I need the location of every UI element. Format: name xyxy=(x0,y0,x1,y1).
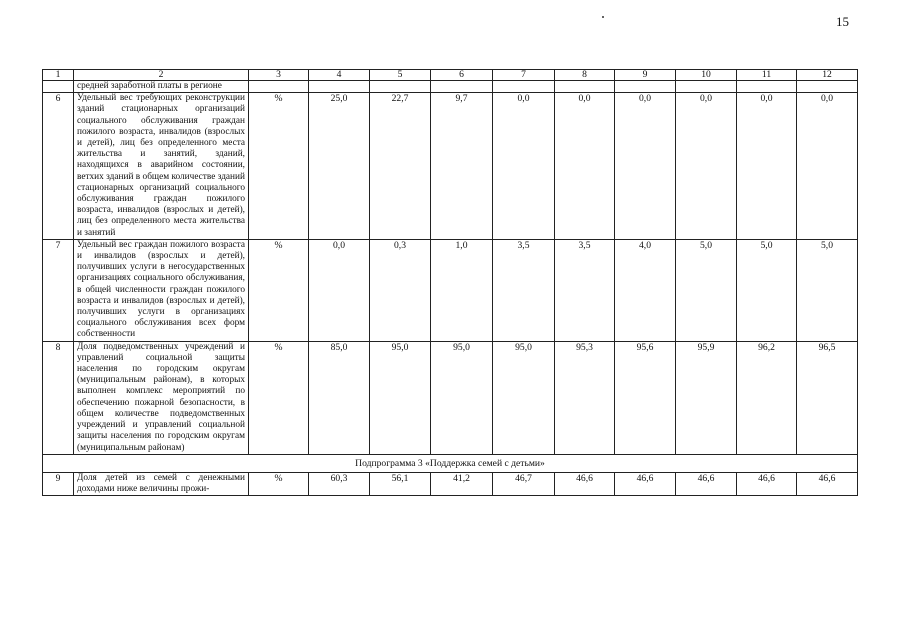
value-cell: 0,0 xyxy=(309,239,370,341)
table-row xyxy=(43,239,858,341)
subprogram-title: Подпрограмма 3 «Поддержка семей с детьми» xyxy=(43,454,858,472)
value-cell: 25,0 xyxy=(309,93,370,240)
value-cell: 0,3 xyxy=(370,239,431,341)
value-cell: 0,0 xyxy=(797,93,858,240)
table-row xyxy=(43,81,858,93)
value-cell: 1,0 xyxy=(431,239,493,341)
value-cell: 95,0 xyxy=(493,341,555,454)
row-number: 9 xyxy=(43,472,74,495)
row-number: 7 xyxy=(43,239,74,341)
value-cell: 95,0 xyxy=(431,341,493,454)
value-cell: 0,0 xyxy=(676,93,737,240)
value-cell: 95,3 xyxy=(555,341,615,454)
value-cell xyxy=(370,81,431,93)
column-number-cell: 1 xyxy=(43,70,74,81)
row-number xyxy=(43,81,74,93)
column-number-cell: 2 xyxy=(74,70,249,81)
column-number-cell: 10 xyxy=(676,70,737,81)
value-cell: 0,0 xyxy=(615,93,676,240)
value-cell: 46,6 xyxy=(797,472,858,495)
value-cell: 5,0 xyxy=(737,239,797,341)
value-cell: 96,5 xyxy=(797,341,858,454)
scan-speck xyxy=(602,16,604,18)
value-cell: 3,5 xyxy=(555,239,615,341)
value-cell xyxy=(309,81,370,93)
value-cell: 22,7 xyxy=(370,93,431,240)
unit-cell: % xyxy=(249,472,309,495)
value-cell: 46,6 xyxy=(615,472,676,495)
value-cell: 3,5 xyxy=(493,239,555,341)
value-cell: 0,0 xyxy=(493,93,555,240)
value-cell: 46,6 xyxy=(737,472,797,495)
indicator-description: Доля детей из семей с денежными доходами ниже величины прожи- xyxy=(74,472,249,495)
unit-cell xyxy=(249,81,309,93)
value-cell: 95,0 xyxy=(370,341,431,454)
indicator-description: Удельный вес граждан пожилого возраста и инвалидов (взрослых и детей), получивших услуги в негосударственных организациях социального обслуживания, в общей численности граждан пожилого возраста и инвалидов (взрослых и детей), получивших услуги в организациях социального обслуживания всех форм собственности xyxy=(74,239,249,341)
column-number-cell: 9 xyxy=(615,70,676,81)
indicators-table xyxy=(42,69,858,496)
value-cell xyxy=(737,81,797,93)
column-number-cell: 8 xyxy=(555,70,615,81)
table-row xyxy=(43,93,858,240)
value-cell: 46,6 xyxy=(676,472,737,495)
column-number-row xyxy=(43,70,858,81)
row-number: 6 xyxy=(43,93,74,240)
value-cell xyxy=(615,81,676,93)
row-number: 8 xyxy=(43,341,74,454)
value-cell xyxy=(431,81,493,93)
value-cell: 46,6 xyxy=(555,472,615,495)
value-cell: 5,0 xyxy=(797,239,858,341)
column-number-cell: 6 xyxy=(431,70,493,81)
value-cell: 0,0 xyxy=(555,93,615,240)
value-cell: 41,2 xyxy=(431,472,493,495)
column-number-cell: 12 xyxy=(797,70,858,81)
indicator-description: Доля подведомственных учреждений и управлений социальной защиты населения по городским округам (муниципальным районам), в которых выполнен комплекс мероприятий по обеспечению пожарной безопасности, в общем количестве подведомственных учреждений и управлений социальной защиты населения по городским округам (муниципальным районам) xyxy=(74,341,249,454)
column-number-cell: 7 xyxy=(493,70,555,81)
value-cell: 85,0 xyxy=(309,341,370,454)
column-number-cell: 3 xyxy=(249,70,309,81)
value-cell xyxy=(676,81,737,93)
value-cell: 0,0 xyxy=(737,93,797,240)
unit-cell: % xyxy=(249,341,309,454)
table-row xyxy=(43,472,858,495)
subprogram-header-row xyxy=(43,454,858,472)
value-cell: 95,9 xyxy=(676,341,737,454)
value-cell: 9,7 xyxy=(431,93,493,240)
value-cell: 4,0 xyxy=(615,239,676,341)
column-number-cell: 5 xyxy=(370,70,431,81)
value-cell: 96,2 xyxy=(737,341,797,454)
unit-cell: % xyxy=(249,93,309,240)
column-number-cell: 4 xyxy=(309,70,370,81)
value-cell: 95,6 xyxy=(615,341,676,454)
indicator-description: Удельный вес требующих реконструкции зданий стационарных организаций социального обслуживания граждан пожилого возраста, инвалидов (взрослых и детей), лиц без определенного места жительства и занятий, зданий, находящихся в аварийном состоянии, ветхих зданий в общем количестве зданий стационарных организаций социального обслуживания граждан пожилого возраста, инвалидов (взрослых и детей), лиц без определенного места жительства и занятий xyxy=(74,93,249,240)
value-cell: 46,7 xyxy=(493,472,555,495)
column-number-cell: 11 xyxy=(737,70,797,81)
value-cell xyxy=(555,81,615,93)
value-cell xyxy=(493,81,555,93)
value-cell: 5,0 xyxy=(676,239,737,341)
page-number: 15 xyxy=(836,14,849,29)
value-cell: 56,1 xyxy=(370,472,431,495)
unit-cell: % xyxy=(249,239,309,341)
table-row xyxy=(43,341,858,454)
indicator-description: средней заработной платы в регионе xyxy=(74,81,249,93)
value-cell: 60,3 xyxy=(309,472,370,495)
value-cell xyxy=(797,81,858,93)
